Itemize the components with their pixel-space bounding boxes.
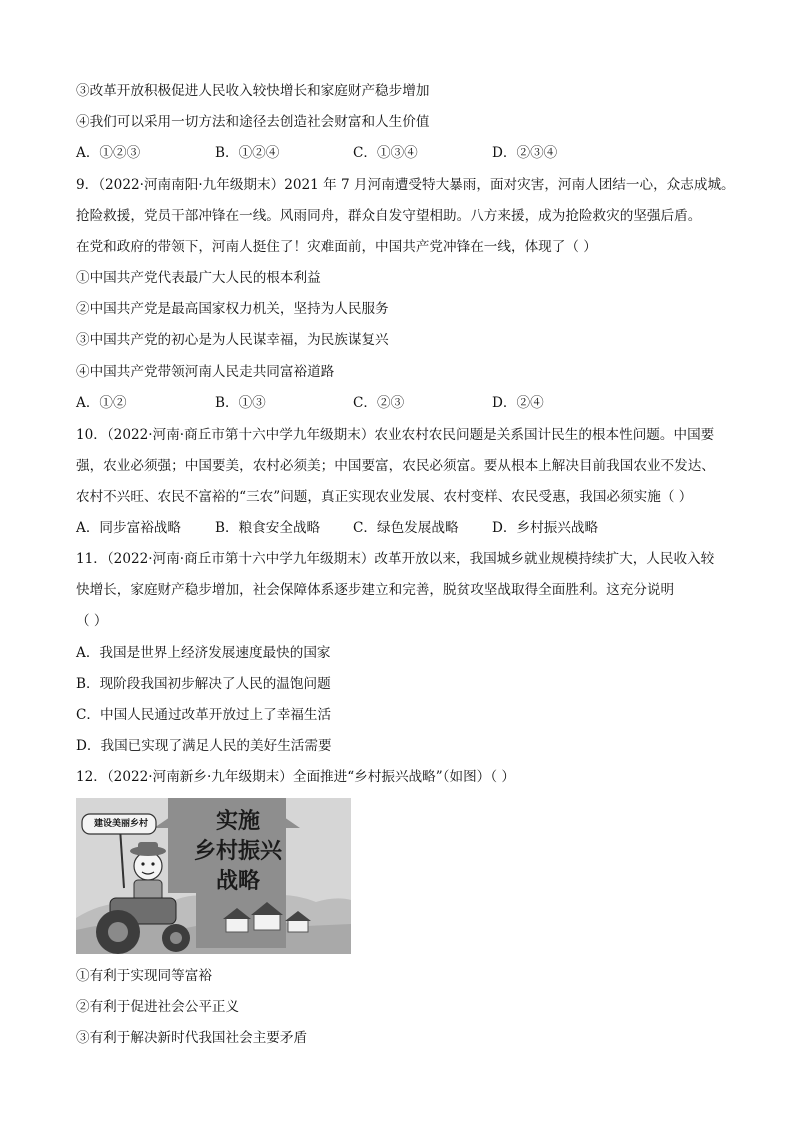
q12-item-2: ②有利于促进社会公平正义 [76,999,240,1015]
q9-stem-line-2: 抢险救援，党员干部冲锋在一线。风雨同舟，群众自发守望相助。八方来援，成为抢险救灾的坚强后盾。 [76,208,702,224]
q8-item-4: ④我们可以采用一切方法和途径去创造社会财富和人生价值 [76,114,430,130]
arrow-text-line-3: 战略 [215,868,260,894]
q9-item-3: ③中国共产党的初心是为人民谋幸福，为民族谋复兴 [76,332,389,348]
q8-item-3: ③改革开放积极促进人民收入较快增长和家庭财产稳步增加 [76,83,430,99]
q10-option-c: C．绿色发展战略 [353,520,459,536]
q8-option-d: D．②③④ [492,145,558,161]
q10-stem-line-2: 强，农业必须强；中国要美，农村必须美；中国要富，农民必须富。要从根本上解决目前我国农业不发达、 [76,458,715,474]
q9-stem-line-3: 在党和政府的带领下，河南人挺住了！灾难面前，中国共产党冲锋在一线，体现了（ ） [76,239,597,255]
arrow-text-line-1: 实施 [215,808,260,834]
q10-option-b: B．粮食安全战略 [215,520,321,536]
q9-item-2: ②中国共产党是最高国家权力机关，坚持为人民服务 [76,301,389,317]
arrow-text-line-2: 乡村振兴 [193,838,282,864]
q9-option-b: B．①③ [215,395,266,411]
q10-stem-line-3: 农村不兴旺、农民不富裕的“三农”问题，真正实现农业发展、农村变样、农民受惠，我国必须实施（ ） [76,489,693,505]
q11-stem-line-1: 11．（2022·河南·商丘市第十六中学九年级期末）改革开放以来，我国城乡就业规模持续扩大，人民收入较 [76,551,715,567]
q9-option-c: C．②③ [353,395,405,411]
q8-option-a: A．①②③ [76,145,141,161]
rural-revitalization-illustration [76,798,351,954]
q9-item-4: ④中国共产党带领河南人民走共同富裕道路 [76,364,335,380]
q10-option-d: D．乡村振兴战略 [492,520,599,536]
q11-option-b: B．现阶段我国初步解决了人民的温饱问题 [76,676,331,692]
q11-stem-line-3: （ ） [76,613,108,629]
q11-stem-line-2: 快增长，家庭财产稳步增加，社会保障体系逐步建立和完善，脱贫攻坚战取得全面胜利。这充分说明 [76,582,675,598]
q10-option-a: A．同步富裕战略 [76,520,181,536]
q8-option-b: B．①②④ [215,145,280,161]
q11-option-a: A．我国是世界上经济发展速度最快的国家 [76,645,331,661]
q9-stem-line-1: 9．（2022·河南南阳·九年级期末）2021 年 7 月河南遭受特大暴雨，面对灾害，河南人团结一心，众志成城。 [76,177,735,193]
q11-option-d: D．我国已实现了满足人民的美好生活需要 [76,738,332,754]
q11-option-c: C．中国人民通过改革开放过上了幸福生活 [76,707,332,723]
q10-stem-line-1: 10．（2022·河南·商丘市第十六中学九年级期末）农业农村农民问题是关系国计民生的根本性问题。中国要 [76,427,715,443]
arrow-text [182,806,294,896]
q12-item-1: ①有利于实现同等富裕 [76,968,212,984]
q9-option-d: D．②④ [492,395,544,411]
q12-item-3: ③有利于解决新时代我国社会主要矛盾 [76,1030,308,1046]
q9-item-1: ①中国共产党代表最广大人民的根本利益 [76,270,321,286]
q12-stem: 12．（2022·河南新乡·九年级期末）全面推进“乡村振兴战略”（如图）（ ） [76,769,515,785]
q8-option-c: C．①③④ [353,145,418,161]
sign-text: 建设美丽乡村 [93,819,148,829]
q9-option-a: A．①② [76,395,127,411]
